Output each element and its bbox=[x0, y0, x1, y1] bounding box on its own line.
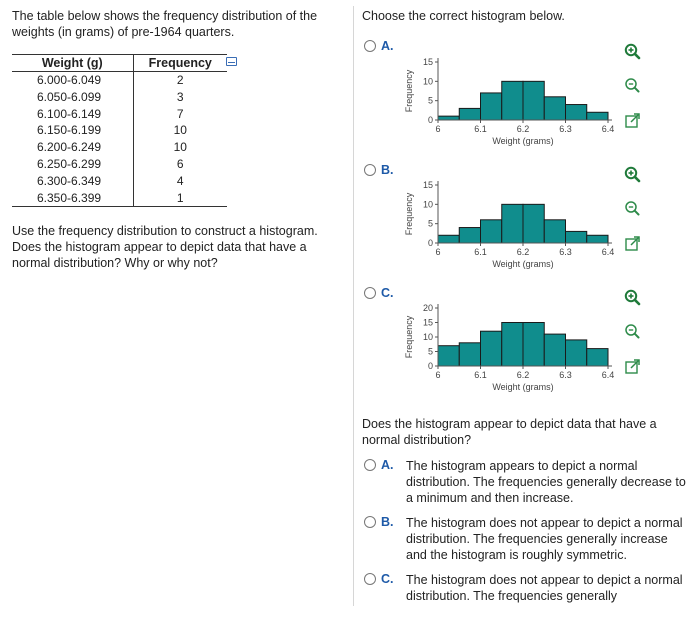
prompt-text: Choose the correct histogram below. bbox=[362, 9, 565, 23]
table-row bbox=[12, 106, 227, 123]
histogram-bar bbox=[587, 112, 608, 120]
radio-button[interactable] bbox=[364, 459, 376, 471]
panel-divider bbox=[353, 6, 354, 606]
histogram-bar bbox=[438, 346, 459, 366]
x-tick-label: 6.4 bbox=[601, 370, 615, 380]
cell-frequency: 4 bbox=[133, 173, 227, 190]
option-letter: A. bbox=[381, 458, 394, 472]
histogram-bar bbox=[523, 323, 544, 367]
histogram-bar bbox=[459, 228, 480, 243]
answer-text: The histogram appears to depict a normal distribution. The frequencies generally decrease to a minimum and then increase. bbox=[406, 459, 686, 505]
radio-button[interactable] bbox=[364, 516, 376, 528]
y-tick-label: 0 bbox=[427, 238, 433, 248]
cell-weight: 6.200-6.249 bbox=[37, 140, 102, 155]
x-tick-label: 6.3 bbox=[559, 247, 572, 257]
question-text: Use the frequency distribution to construct a histogram. Does the histogram appear to depict data that have a normal distribution? Why or why not? bbox=[12, 224, 318, 270]
cell-weight: 6.050-6.099 bbox=[37, 89, 102, 104]
table-header-row bbox=[12, 55, 227, 72]
cell-frequency: 2 bbox=[133, 72, 227, 89]
y-tick-label: 15 bbox=[422, 57, 433, 67]
histogram-b bbox=[400, 173, 625, 273]
cell-weight: 6.000-6.049 bbox=[37, 73, 102, 87]
x-axis-label: Weight (grams) bbox=[492, 136, 554, 146]
option-letter: A. bbox=[381, 39, 394, 53]
radio-button[interactable] bbox=[364, 287, 376, 299]
table-row bbox=[12, 173, 227, 190]
histogram-bar bbox=[438, 116, 459, 120]
y-tick-label: 10 bbox=[422, 332, 433, 342]
intro-text: The table below shows the frequency distribution of the weights (in grams) of pre-1964 quarters. bbox=[12, 9, 318, 39]
cell-frequency: 6 bbox=[133, 156, 227, 173]
x-axis-label: Weight (grams) bbox=[492, 382, 554, 392]
y-axis-label: Frequency bbox=[404, 192, 414, 236]
x-tick-label: 6.1 bbox=[474, 370, 487, 380]
histogram-bar bbox=[566, 231, 587, 243]
histogram-bar bbox=[481, 331, 502, 366]
zoom-out-icon[interactable] bbox=[624, 200, 641, 217]
y-axis-label: Frequency bbox=[404, 315, 414, 359]
x-tick-label: 6 bbox=[435, 370, 441, 380]
table-row bbox=[12, 156, 227, 173]
copy-table-icon[interactable] bbox=[226, 57, 237, 66]
histogram-bar bbox=[459, 343, 480, 366]
y-tick-label: 5 bbox=[427, 218, 433, 229]
x-tick-label: 6.1 bbox=[474, 247, 487, 257]
y-tick-label: 0 bbox=[427, 361, 433, 371]
option-letter: C. bbox=[381, 286, 394, 300]
histogram-bar bbox=[459, 108, 480, 120]
histogram-bar bbox=[587, 235, 608, 243]
option-letter: B. bbox=[381, 163, 394, 177]
table-row bbox=[12, 72, 227, 89]
y-axis-label: Frequency bbox=[404, 69, 414, 113]
y-tick-label: 10 bbox=[422, 76, 433, 87]
cell-weight: 6.300-6.349 bbox=[37, 173, 102, 188]
histogram-bar bbox=[502, 81, 523, 120]
pop-out-icon[interactable] bbox=[624, 112, 641, 129]
histogram-bar bbox=[502, 204, 523, 243]
y-tick-label: 20 bbox=[422, 303, 433, 313]
x-axis-label: Weight (grams) bbox=[492, 259, 554, 269]
x-tick-label: 6.4 bbox=[601, 247, 615, 257]
table-row bbox=[12, 139, 227, 156]
x-tick-label: 6.3 bbox=[559, 124, 572, 134]
histogram-bar bbox=[438, 235, 459, 243]
cell-frequency: 7 bbox=[133, 106, 227, 123]
header-frequency: Frequency bbox=[133, 55, 227, 72]
cell-weight: 6.350-6.399 bbox=[12, 190, 133, 207]
zoom-in-icon[interactable] bbox=[624, 166, 641, 183]
answer-text: The histogram does not appear to depict a normal distribution. The frequencies generally bbox=[406, 573, 683, 603]
normal-distribution-question: Does the histogram appear to depict data that have a normal distribution? bbox=[362, 417, 657, 447]
radio-button[interactable] bbox=[364, 40, 376, 52]
radio-button[interactable] bbox=[364, 573, 376, 585]
frequency-table bbox=[12, 54, 227, 207]
histogram-bar bbox=[587, 349, 608, 366]
cell-frequency: 10 bbox=[133, 122, 227, 139]
cell-weight: 6.100-6.149 bbox=[37, 106, 102, 121]
cell-frequency: 1 bbox=[133, 190, 227, 207]
histogram-bar bbox=[544, 220, 565, 243]
zoom-out-icon[interactable] bbox=[624, 323, 641, 340]
answer-text: The histogram does not appear to depict a normal distribution. The frequencies generally increase and the histogram is roughly symmetric. bbox=[406, 516, 683, 562]
y-tick-label: 15 bbox=[422, 180, 433, 190]
pop-out-icon[interactable] bbox=[624, 358, 641, 375]
table-row bbox=[12, 190, 227, 207]
histogram-bar bbox=[544, 334, 565, 366]
x-tick-label: 6.4 bbox=[601, 124, 615, 134]
histogram-bar bbox=[481, 93, 502, 120]
cell-frequency: 3 bbox=[133, 89, 227, 106]
y-tick-label: 10 bbox=[422, 199, 433, 210]
x-tick-label: 6.2 bbox=[516, 370, 530, 380]
cell-frequency: 10 bbox=[133, 139, 227, 156]
cell-weight: 6.150-6.199 bbox=[37, 123, 102, 138]
option-letter: B. bbox=[381, 515, 394, 529]
histogram-bar bbox=[481, 220, 502, 243]
histogram-bar bbox=[523, 81, 544, 120]
pop-out-icon[interactable] bbox=[624, 235, 641, 252]
cell-weight: 6.250-6.299 bbox=[37, 156, 102, 171]
y-tick-label: 5 bbox=[427, 95, 433, 106]
option-letter: C. bbox=[381, 572, 394, 586]
histogram-bar bbox=[566, 340, 587, 366]
header-weight: Weight (g) bbox=[12, 55, 133, 72]
histogram-bar bbox=[502, 323, 523, 367]
x-tick-label: 6.2 bbox=[516, 124, 530, 134]
histogram-bar bbox=[566, 105, 587, 120]
histogram-a bbox=[400, 50, 625, 150]
y-tick-label: 5 bbox=[427, 346, 433, 357]
y-tick-label: 0 bbox=[427, 115, 433, 125]
histogram-c bbox=[400, 296, 625, 396]
x-tick-label: 6.2 bbox=[516, 247, 530, 257]
zoom-in-icon[interactable] bbox=[624, 43, 641, 60]
histogram-bar bbox=[544, 97, 565, 120]
radio-button[interactable] bbox=[364, 164, 376, 176]
x-tick-label: 6 bbox=[435, 124, 441, 134]
histogram-bar bbox=[523, 204, 544, 243]
x-tick-label: 6.1 bbox=[474, 124, 487, 134]
y-tick-label: 15 bbox=[422, 317, 433, 328]
x-tick-label: 6.3 bbox=[559, 370, 572, 380]
zoom-in-icon[interactable] bbox=[624, 289, 641, 306]
x-tick-label: 6 bbox=[435, 247, 441, 257]
zoom-out-icon[interactable] bbox=[624, 77, 641, 94]
table-row bbox=[12, 122, 227, 139]
table-row bbox=[12, 89, 227, 106]
